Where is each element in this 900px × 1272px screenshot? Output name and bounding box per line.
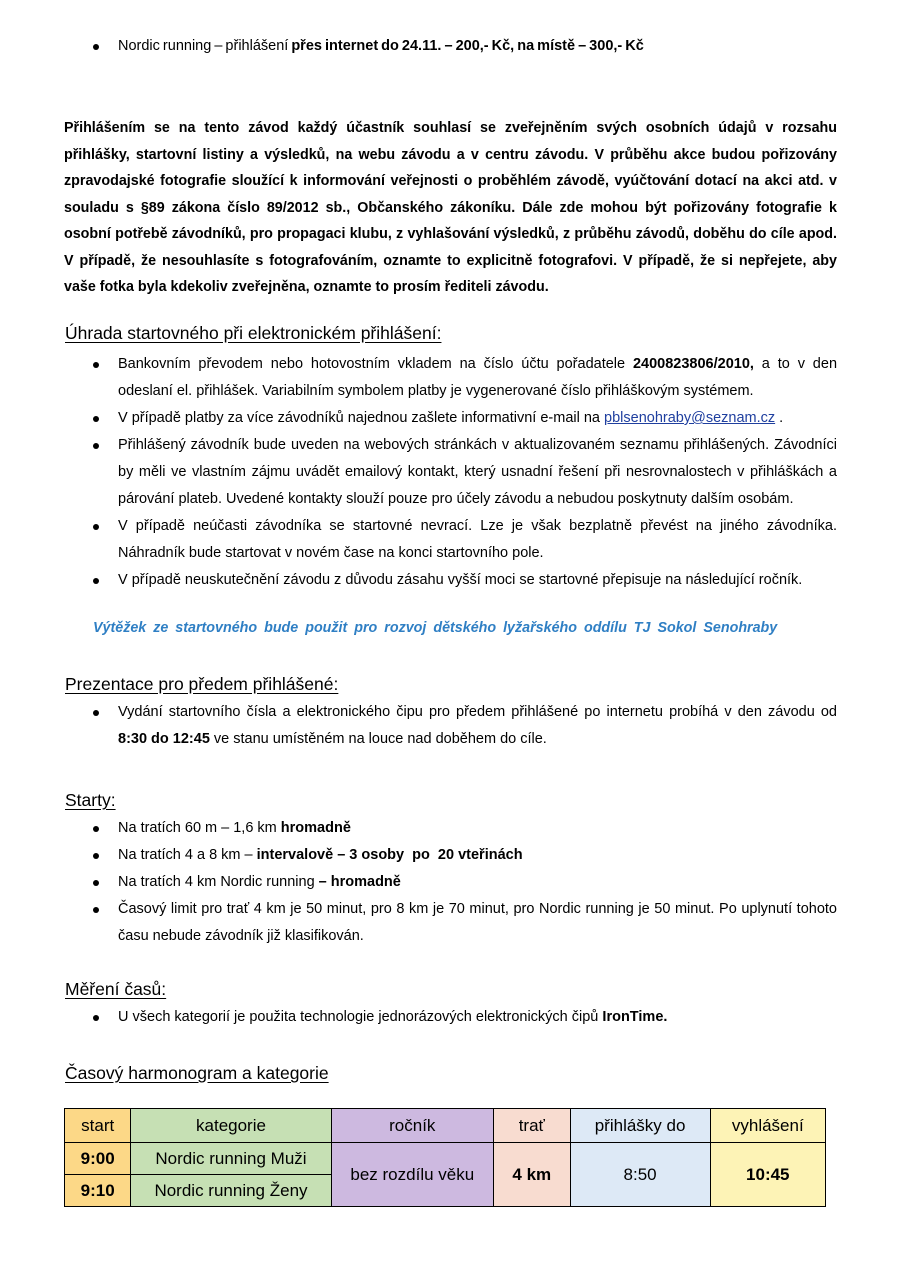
table-header-row (65, 1109, 826, 1143)
item-text: ve stanu umístěném na louce nad doběhem do cíle. (213, 731, 547, 747)
account-number: 2400823806/2010, (632, 356, 754, 372)
category-cell: Nordic running Ženy (131, 1175, 331, 1207)
item-text: . (779, 410, 784, 426)
item-bold-text: IronTime. (602, 1009, 668, 1025)
table-row (65, 1143, 826, 1175)
list-item: V případě neuskutečnění závodu z důvodu zásahu vyšší moci se startovné přepisuje na následující ročník. (64, 567, 837, 594)
list-item: V případě neúčasti závodníka se startovné nevrací. Lze je však bezplatně převést na jiného závodníka. Náhradník bude startovat v novém čase na konci startovního pole. (64, 513, 837, 567)
item-text: V případě platby za více závodníků najednou zašlete informativní e-mail na (118, 410, 600, 426)
registration-until-cell: 8:50 (570, 1143, 710, 1207)
col-header-category: kategorie (131, 1109, 331, 1143)
list-item (64, 351, 837, 405)
item-bold-text: intervalově – 3 osoby po 20 vteřinách (256, 847, 523, 863)
item-text: Na tratích 4 a 8 km – (118, 847, 253, 863)
col-header-track: trať (494, 1109, 571, 1143)
list-item (64, 815, 837, 842)
presentation-list (64, 699, 837, 753)
awards-cell: 10:45 (710, 1143, 825, 1207)
list-item (64, 405, 837, 432)
consent-paragraph: Přihlášením se na tento závod každý účastník souhlasí se zveřejněním svých osobních údajů v rozsahu přihlášky, startovní listiny a výsledků, na webu závodu a v centru závodu. V průběhu akce budou pořizovány zpravodajské fotografie sloužící k informování veřejnosti o proběhlém závodě, vyúčtování dotací na akci atd. v souladu s §89 zákona číslo 89/2012 sb., Občanského zákoníku. Dále zde mohou být pořizovány fotografie k osobní potřebě závodníků, pro propagaci klubu, z vyhlašování výsledků, z průběhu závodů, doběhu do cíle apod. V případě, že nesouhlasíte s fotografováním, oznamte to explicitně fotografovi. V případě, že si nepřejete, aby vaše fotka byla kdekoliv zveřejněna, oznamte to prosím řediteli závodu. (64, 120, 837, 295)
list-item (64, 699, 837, 753)
col-header-registration-until: přihlášky do (570, 1109, 710, 1143)
item-bold-text: přes internet do 24.11. – 200,- Kč, na místě – 300,- Kč (291, 38, 644, 54)
item-text: Nordic running – přihlášení (118, 38, 289, 54)
schedule-table (64, 1108, 826, 1207)
list-item (64, 869, 837, 896)
start-time-cell: 9:10 (65, 1175, 131, 1207)
item-text: Vydání startovního čísla a elektronického čipu pro předem přihlášené po internetu probíhá v den závodu od (118, 704, 837, 720)
section-heading-timing: Měření časů: (65, 979, 167, 999)
list-item (64, 33, 837, 60)
item-text: Na tratích 4 km Nordic running (118, 874, 315, 890)
section-heading-starts: Starty: (65, 790, 116, 810)
payment-list (64, 351, 837, 594)
year-cell: bez rozdílu věku (331, 1143, 493, 1207)
item-text: U všech kategorií je použita technologie jednorázových elektronických čipů (118, 1009, 599, 1025)
proceeds-note: Výtěžek ze startovného bude použit pro rozvoj dětského lyžařského oddílu TJ Sokol Senohraby (93, 620, 778, 636)
item-text: Na tratích 60 m – 1,6 km (118, 820, 277, 836)
top-list (64, 33, 837, 60)
item-text: Bankovním převodem nebo hotovostním vkladem na číslo účtu pořadatele (118, 356, 626, 372)
col-header-year: ročník (331, 1109, 493, 1143)
col-header-start: start (65, 1109, 131, 1143)
item-bold-text: – hromadně (318, 874, 401, 890)
item-text: a to v den odeslaní el. přihlášek. Variabilním symbolem platby je vygenerované číslo přihláškovým systémem. (118, 356, 838, 399)
track-cell: 4 km (494, 1143, 571, 1207)
item-bold-text: hromadně (280, 820, 351, 836)
start-time-cell: 9:00 (65, 1143, 131, 1175)
starts-list (64, 815, 837, 950)
section-heading-presentation: Prezentace pro předem přihlášené: (65, 674, 339, 694)
email-link[interactable]: pblsenohraby@seznam.cz (604, 410, 776, 426)
list-item: Přihlášený závodník bude uveden na webových stránkách v aktualizovaném seznamu přihlášených. Závodníci by měli ve vlastním zájmu uvádět emailový kontakt, který usnadní řešení při nesrovnalostech v přihláškách a párování plateb. Uvedené kontakty slouží pouze pro účely závodu a nebudou poskytnuty dalším osobám. (64, 432, 837, 513)
list-item (64, 842, 837, 869)
timing-list (64, 1004, 837, 1031)
item-bold-text: 8:30 do 12:45 (118, 731, 210, 747)
category-cell: Nordic running Muži (131, 1143, 331, 1175)
list-item: Časový limit pro trať 4 km je 50 minut, pro 8 km je 70 minut, pro Nordic running je 50 minut. Po uplynutí tohoto času nebude závodník již klasifikován. (64, 896, 837, 950)
list-item (64, 1004, 837, 1031)
section-heading-schedule: Časový harmonogram a kategorie (65, 1063, 329, 1083)
section-heading-payment: Úhrada startovného při elektronickém přihlášení: (65, 323, 442, 343)
col-header-awards: vyhlášení (710, 1109, 825, 1143)
